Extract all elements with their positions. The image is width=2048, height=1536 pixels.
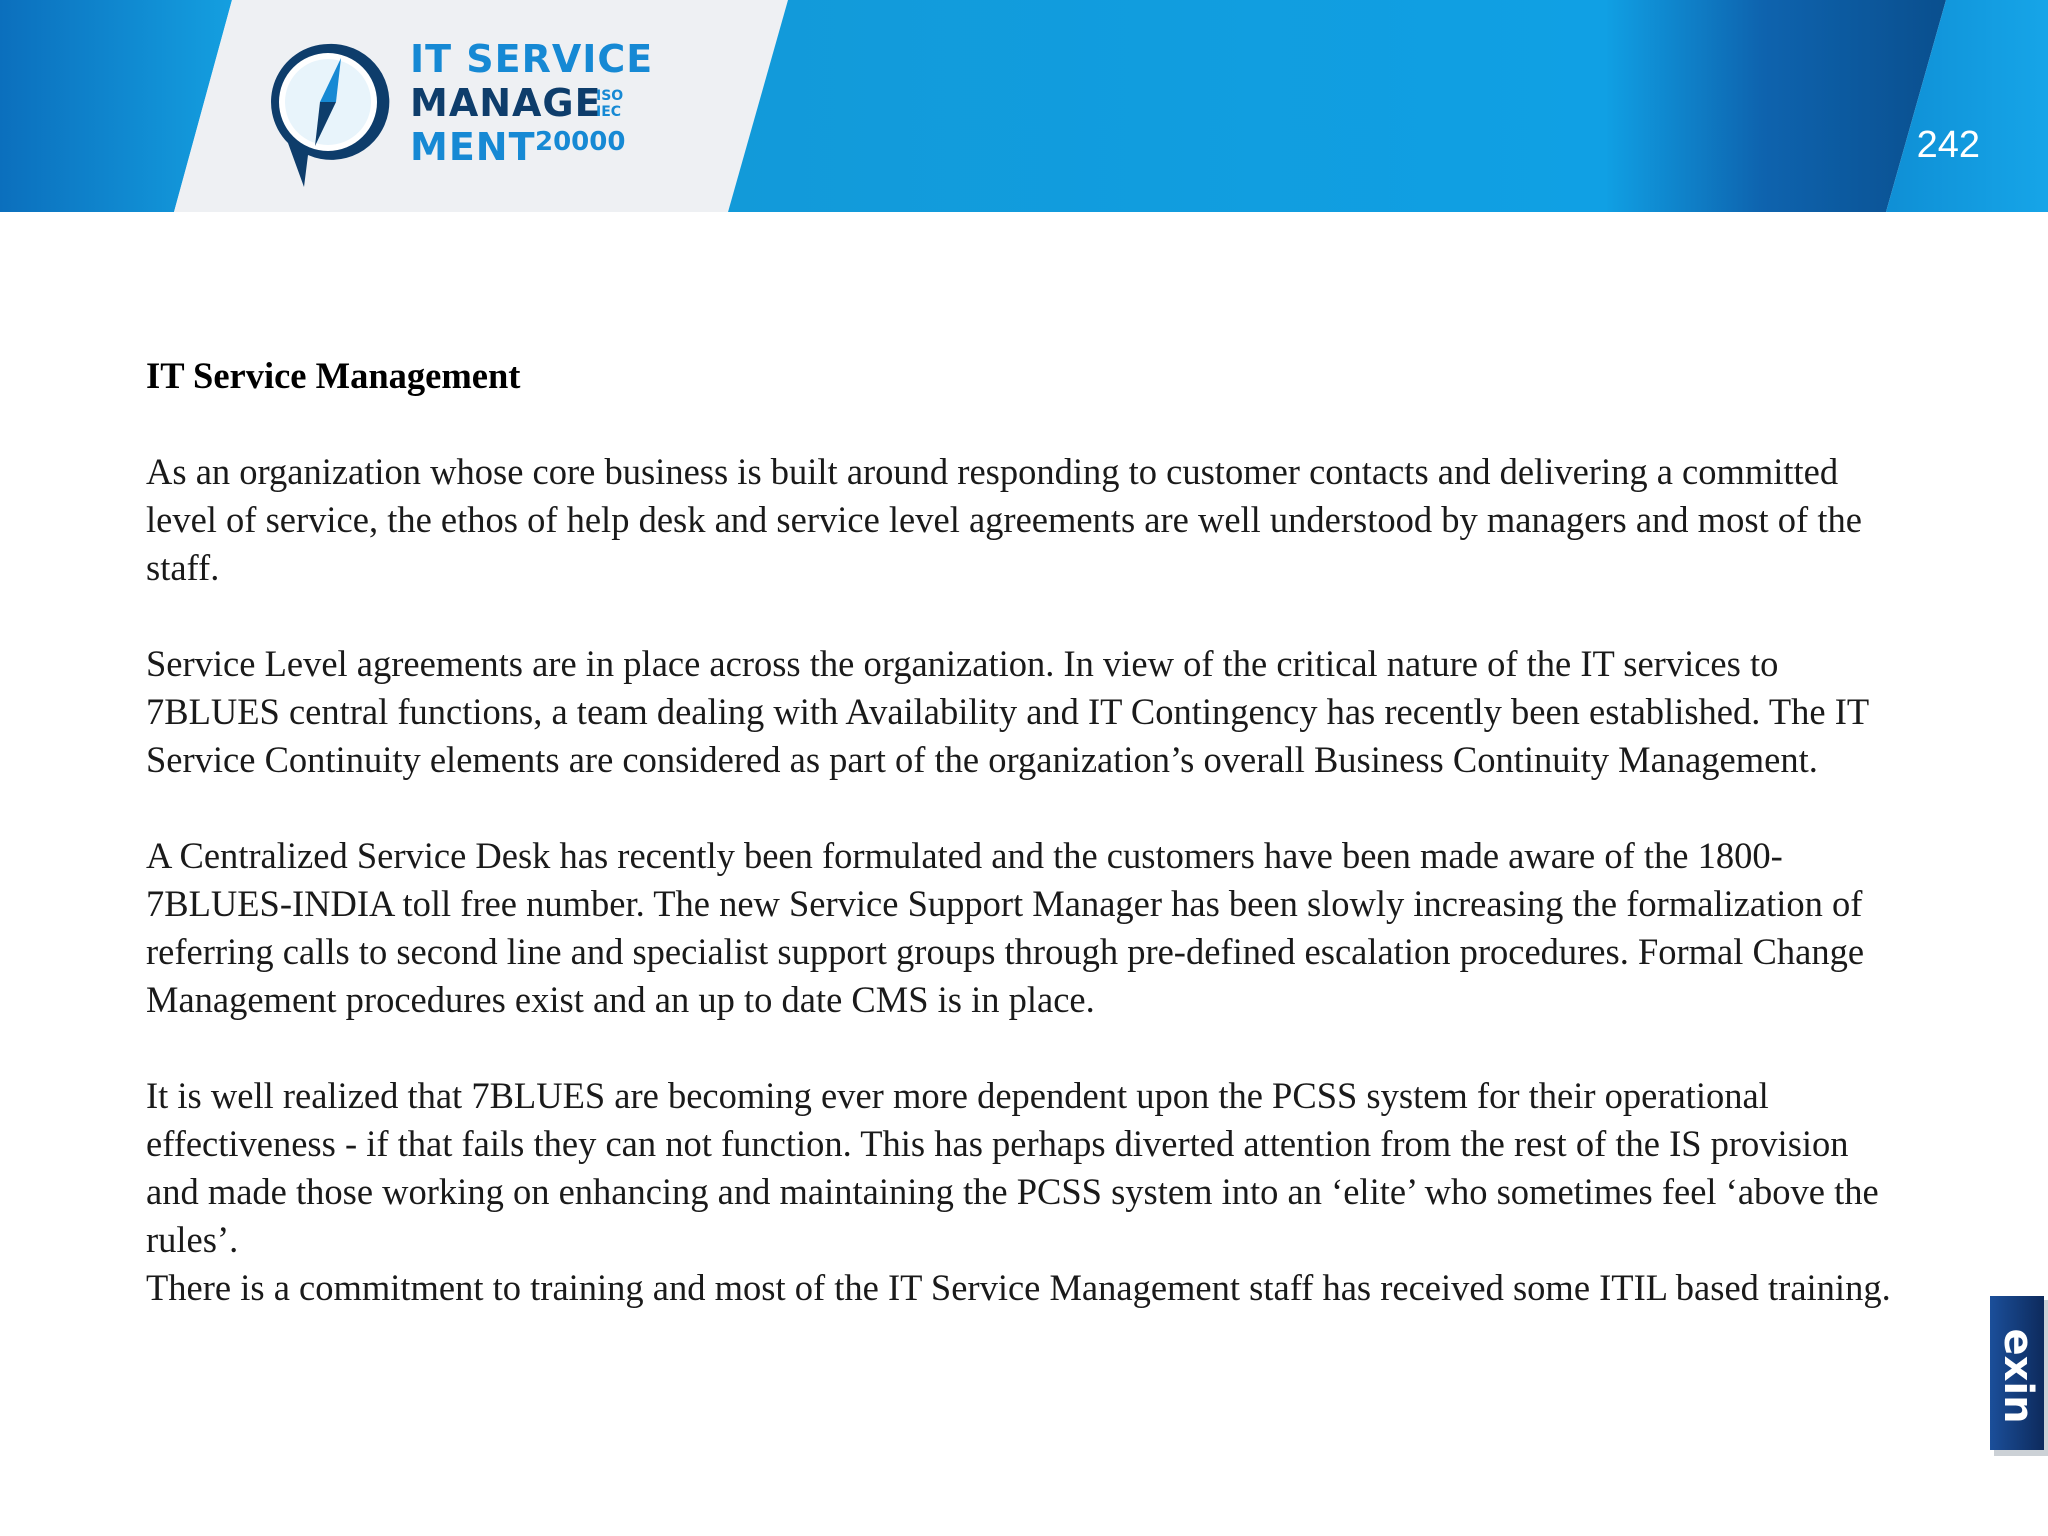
- header-band: [0, 0, 2048, 212]
- logo-text-iec: IEC: [596, 104, 622, 120]
- paragraph-service-desk: A Centralized Service Desk has recently been formulated and the customers have been made aware of the 1800-7BLUES-INDIA toll free number. The new Service Support Manager has been slowly increasing the formalization of referring calls to second line and specialist support groups through pre-defined escalation procedures. Formal Change Management procedures exist and an up to date CMS is in place.: [146, 835, 1865, 1020]
- logo-text-iso: ISO: [596, 88, 624, 104]
- paragraph-service-level: Service Level agreements are in place across the organization. In view of the critical nature of the IT services to 7BLUES central functions, a team dealing with Availability and IT Contingency has recently been established. The IT Service Continuity elements are considered as part of the organization’s overall Business Continuity Management.: [146, 643, 1869, 780]
- paragraph-training: There is a commitment to training and most of the IT Service Management staff has received some ITIL based training.: [146, 1267, 1891, 1308]
- logo-text-ment: MENT: [410, 125, 536, 169]
- header-right-band: [728, 0, 1946, 212]
- paragraph-intro: As an organization whose core business is built around responding to customer contacts and delivering a committed level of service, the ethos of help desk and service level agreements are well understood by managers and most of the staff.: [146, 451, 1862, 588]
- document-body: [146, 352, 1906, 1312]
- paragraph-pcss: It is well realized that 7BLUES are becoming ever more dependent upon the PCSS system for their operational effectiveness - if that fails they can not function. This has perhaps diverted attention from the rest of the IS provision and made those working on enhancing and maintaining the PCSS system into an ‘elite’ who sometimes feel ‘above the rules’.: [146, 1075, 1879, 1260]
- logo-text-it-service: IT SERVICE: [410, 37, 654, 81]
- exin-logo-text: exin: [1995, 1328, 2041, 1424]
- document-title: IT Service Management: [146, 355, 521, 396]
- page-number: 242: [1916, 124, 1980, 166]
- logo-text-20000: 20000: [535, 127, 626, 157]
- logo-text-manage: MANAGE: [410, 81, 602, 125]
